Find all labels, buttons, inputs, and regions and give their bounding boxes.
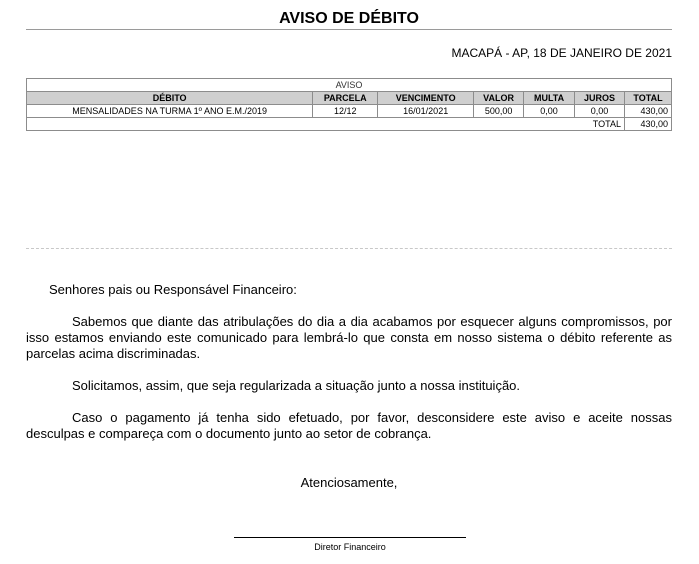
- place-date: MACAPÁ - AP, 18 DE JANEIRO DE 2021: [451, 46, 672, 60]
- signature-label: Diretor Financeiro: [314, 542, 386, 552]
- header-parcela: PARCELA: [313, 92, 378, 105]
- signature-line: [234, 537, 466, 538]
- cell-multa: 0,00: [524, 105, 575, 118]
- table-caption: AVISO: [27, 79, 672, 92]
- total-value: 430,00: [624, 118, 671, 131]
- table-header-row: [27, 92, 672, 105]
- cell-parcela: 12/12: [313, 105, 378, 118]
- total-label: TOTAL: [27, 118, 625, 131]
- header-vencimento: VENCIMENTO: [378, 92, 474, 105]
- header-valor: VALOR: [474, 92, 524, 105]
- cell-total: 430,00: [624, 105, 671, 118]
- section-divider: [26, 248, 672, 249]
- letter-paragraph-1: Sabemos que diante das atribulações do dia a dia acabamos por esquecer alguns compromissos, por isso estamos enviando este comunicado para lembrá-lo que consta em nosso sistema o débito referente as parcelas acima discriminadas.: [26, 314, 672, 361]
- header-juros: JUROS: [575, 92, 625, 105]
- header-debito: DÉBITO: [27, 92, 313, 105]
- page-title: AVISO DE DÉBITO: [279, 10, 419, 27]
- header-total: TOTAL: [624, 92, 671, 105]
- letter-body: [26, 282, 672, 458]
- title-divider: [26, 29, 672, 30]
- table-total-row: [27, 118, 672, 131]
- table-caption-row: [27, 79, 672, 92]
- cell-debito: MENSALIDADES NA TURMA 1º ANO E.M./2019: [27, 105, 313, 118]
- table-row: [27, 105, 672, 118]
- letter-paragraph-2: Solicitamos, assim, que seja regularizada a situação junto a nossa instituição.: [72, 378, 521, 393]
- header-multa: MULTA: [524, 92, 575, 105]
- letter-closing: Atenciosamente,: [300, 475, 398, 490]
- letter-greeting: Senhores pais ou Responsável Financeiro:: [49, 282, 297, 297]
- debit-table: [26, 78, 672, 131]
- cell-vencimento: 16/01/2021: [378, 105, 474, 118]
- cell-valor: 500,00: [474, 105, 524, 118]
- letter-paragraph-3: Caso o pagamento já tenha sido efetuado, por favor, desconsidere este aviso e aceite nossas desculpas e compareça com o documento junto ao setor de cobrança.: [26, 410, 672, 441]
- cell-juros: 0,00: [575, 105, 625, 118]
